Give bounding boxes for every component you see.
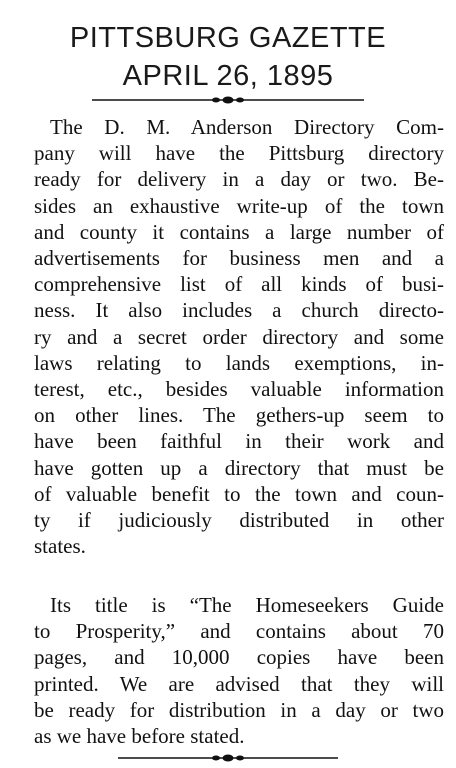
article-line: pages, and 10,000 copies have been — [34, 645, 444, 670]
article-line: terest, etc., besides valuable information — [34, 377, 444, 401]
ornamental-divider-bottom — [0, 753, 456, 763]
article-line: laws relating to lands exemptions, in- — [34, 350, 444, 375]
article-line: states. — [34, 534, 86, 559]
article-line: printed. We are advised that they will — [34, 671, 444, 696]
article-line: have been faithful in their work and — [34, 429, 444, 454]
article-line: as we have before stated. — [34, 724, 245, 748]
article-line: be ready for distribution in a day or two — [34, 697, 444, 722]
article-line: of valuable benefit to the town and coun- — [34, 481, 444, 506]
article-line: pany will have the Pittsburg directory — [34, 141, 444, 166]
article-line: Its title is “The Homeseekers Guide — [50, 593, 444, 617]
article-line: ness. It also includes a church directo- — [34, 298, 444, 323]
article-line: comprehensive list of all kinds of busi- — [34, 272, 444, 297]
article-line: sides an exhaustive write-up of the town — [34, 193, 444, 218]
masthead-date: APRIL 26, 1895 — [122, 60, 334, 92]
article-line: on other lines. The gethers-up seem to — [34, 403, 444, 428]
article-line: to Prosperity,” and contains about 70 — [34, 619, 444, 644]
ornamental-divider-top — [0, 95, 456, 105]
article-line: ry and a secret order directory and some — [34, 324, 444, 349]
masthead-title: PITTSBURG GAZETTE — [69, 22, 387, 54]
article-line: have gotten up a directory that must be — [34, 455, 444, 480]
article-line: advertisements for business men and a — [34, 246, 444, 270]
article-line: The D. M. Anderson Directory Com- — [50, 115, 444, 139]
article-line: ty if judiciously distributed in other — [34, 508, 444, 532]
article-line: ready for delivery in a day or two. Be- — [34, 167, 444, 192]
article-line: and county it contains a large number of — [34, 219, 444, 244]
